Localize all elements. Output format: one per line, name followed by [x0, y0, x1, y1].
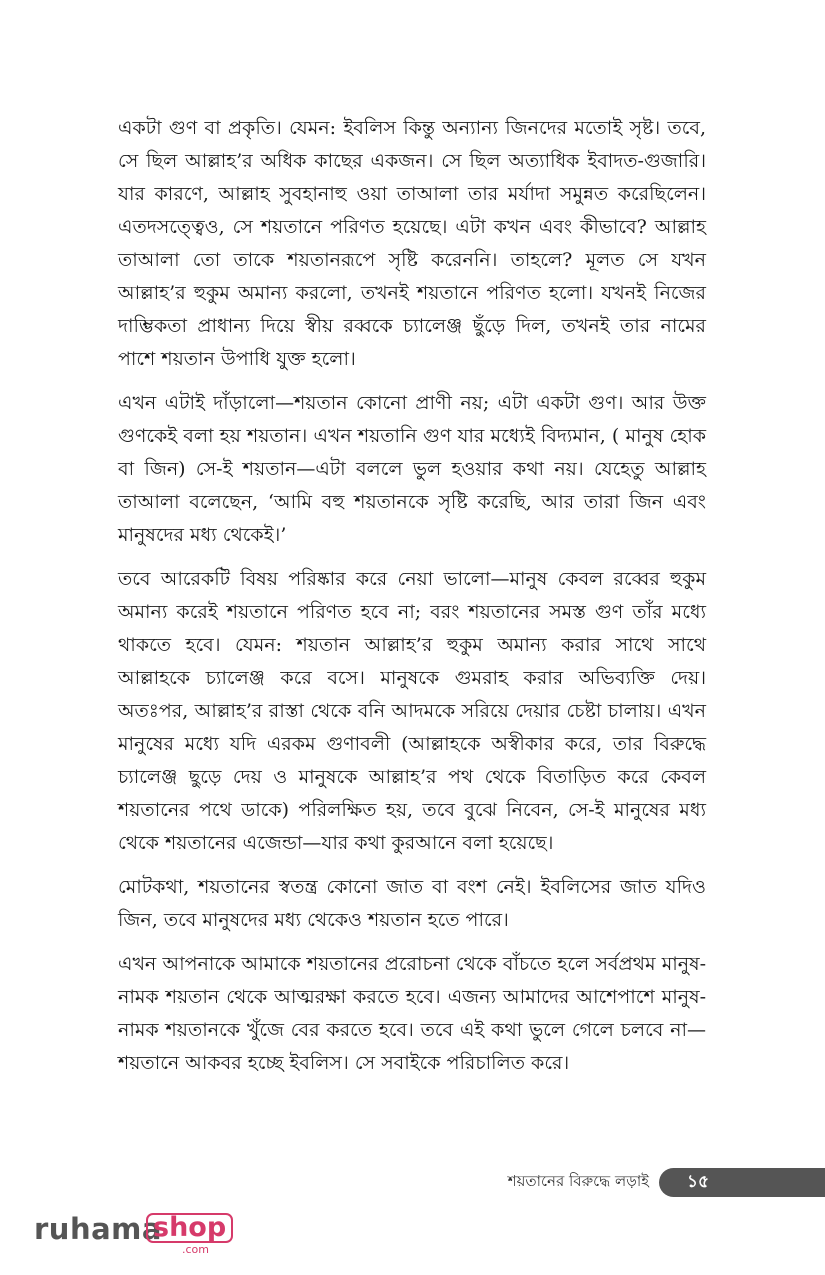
page-footer	[508, 1168, 825, 1197]
running-title: শয়তানের বিরুদ্ধে লড়াই	[507, 1172, 649, 1190]
paragraph-3: তবে আরেকটি বিষয় পরিষ্কার করে নেয়া ভালো—মানুষ কেবল রব্বের হুকুম অমান্য করেই শয়তানে পরিণত হবে না; বরং শয়তানের সমস্ত গুণ তাঁর মধ্যে থাকতে হবে। যেমন: শয়তান আল্লাহ’র হুকুম অমান্য করার সাথে সাথে আল্লাহকে চ্যালেঞ্জ করে বসে। মানুষকে গুমরাহ করার অভিব্যক্তি দেয়। অতঃপর, আল্লাহ’র রাস্তা থেকে বনি আদমকে সরিয়ে দেয়ার চেষ্টা চালায়। এখন মানুষের মধ্যে যদি এরকম গুণাবলী (আল্লাহকে অস্বীকার করে, তার বিরুদ্ধে চ্যালেঞ্জ ছুড়ে দেয় ও মানুষকে আল্লাহ’র পথ থেকে বিতাড়িত করে কেবল শয়তানের পথে ডাকে) পরিলক্ষিত হয়, তবে বুঝে নিবেন, সে-ই মানুষের মধ্য থেকে শয়তানের এজেন্ডা—যার কথা কুরআনে বলা হয়েছে।	[118, 568, 706, 854]
paragraph-2: এখন এটাই দাঁড়ালো—শয়তান কোনো প্রাণী নয়; এটা একটা গুণ। আর উক্ত গুণকেই বলা হয় শয়তান। এখন শয়তানি গুণ যার মধ্যেই বিদ্যমান, ( মানুষ হোক বা জিন) সে-ই শয়তান—এটা বললে ভুল হওয়ার কথা নয়। যেহেতু আল্লাহ তাআলা বলেছেন, ‘আমি বহু শয়তানকে সৃষ্টি করেছি, আর তারা জিন এবং মানুষদের মধ্য থেকেই।’	[118, 392, 706, 546]
page-number-tab	[659, 1168, 825, 1197]
logo-shop-box	[146, 1213, 233, 1243]
page-number: ১৫	[687, 1171, 710, 1192]
ruhamashop-logo	[34, 1212, 234, 1260]
body-text	[118, 112, 706, 1091]
paragraph-4: মোটকথা, শয়তানের স্বতন্ত্র কোনো জাত বা বংশ নেই। ইবলিসের জাত যদিও জিন, তবে মানুষদের মধ্য থেকেও শয়তান হতে পারে।	[118, 876, 706, 931]
logo-domain: .com	[182, 1243, 209, 1256]
paragraph-5: এখন আপনাকে আমাকে শয়তানের প্ররোচনা থেকে বাঁচতে হলে সর্বপ্রথম মানুষ-নামক শয়তান থেকে আত্মরক্ষা করতে হবে। এজন্য আমাদের আশেপাশে মানুষ-নামক শয়তানকে খুঁজে বের করতে হবে। তবে এই কথা ভুলে গেলে চলবে না—শয়তানে আকবর হচ্ছে ইবলিস। সে সবাইকে পরিচালিত করে।	[118, 953, 706, 1074]
logo-word: ruhama	[34, 1212, 162, 1246]
logo-shop-text: shop	[153, 1212, 227, 1243]
paragraph-1: একটা গুণ বা প্রকৃতি। যেমন: ইবলিস কিন্তু অন্যান্য জিনদের মতোই সৃষ্ট। তবে, সে ছিল আল্লাহ’র অধিক কাছের একজন। সে ছিল অত্যাধিক ইবাদত-গুজারি। যার কারণে, আল্লাহ সুবহানাহু ওয়া তাআলা তার মর্যাদা সমুন্নত করেছিলেন। এতদসত্ত্বেও, সে শয়তানে পরিণত হয়েছে। এটা কখন এবং কীভাবে? আল্লাহ তাআলা তো তাকে শয়তানরূপে সৃষ্টি করেননি। তাহলে? মূলত সে যখন আল্লাহ’র হুকুম অমান্য করলো, তখনই শয়তানে পরিণত হলো। যখনই নিজের দাম্ভিকতা প্রাধান্য দিয়ে স্বীয় রব্বকে চ্যালেঞ্জ ছুঁড়ে দিল, তখনই তার নামের পাশে শয়তান উপাধি যুক্ত হলো।	[118, 117, 706, 370]
